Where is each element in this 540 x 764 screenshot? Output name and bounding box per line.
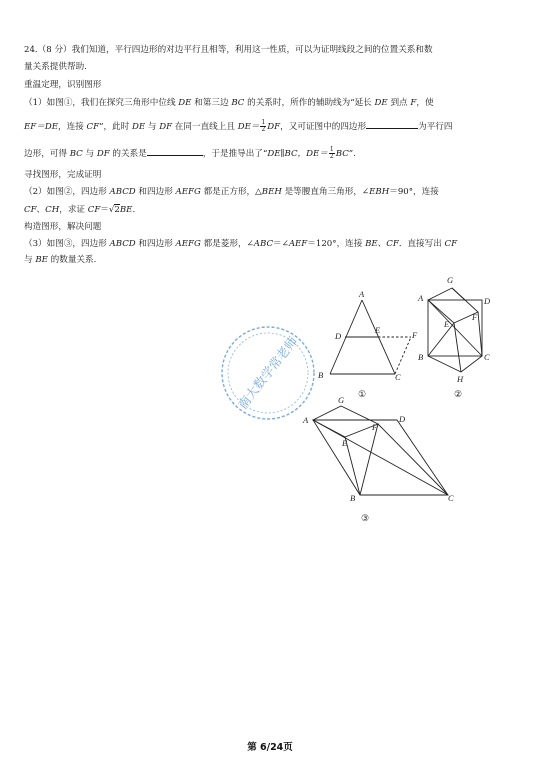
page-footer: 第 6/24页 xyxy=(247,742,293,753)
figure-3 xyxy=(313,406,448,495)
fig2-label-b: B xyxy=(418,352,424,362)
fig1-caption: ① xyxy=(358,389,367,399)
fig2-edge-bh xyxy=(428,356,461,372)
fig3-label-d: D xyxy=(399,414,406,424)
fig1-label-e: E xyxy=(375,325,381,335)
watermark-stamp xyxy=(222,327,314,419)
fig2-label-h: H xyxy=(457,374,464,384)
fig3-diagonal xyxy=(313,420,448,495)
fraction-half-2: $\frac{1}{2}$ xyxy=(329,146,334,160)
fig3-segment-be xyxy=(345,437,360,495)
fig2-square-aefg xyxy=(428,288,478,323)
fig2-label-f: F xyxy=(472,312,478,322)
fig2-label-d: D xyxy=(484,296,491,306)
fig3-label-g: G xyxy=(338,395,345,405)
figure-2 xyxy=(428,288,482,372)
sqrt-symbol: √ xyxy=(108,205,115,215)
fig1-label-a: A xyxy=(359,289,365,299)
fig1-label-b: B xyxy=(318,370,324,380)
fig1-label-f: F xyxy=(412,330,418,340)
part2-line-1: （2）如图②，四边形 ABCD 和四边形 AEFG 都是正方形，△BEH 是等腰直角三角形，∠EBH＝90°，连接 xyxy=(24,187,439,197)
fig2-label-e: E xyxy=(444,319,450,329)
fig2-edge-be xyxy=(428,323,454,356)
fig3-rhombus-aefg xyxy=(313,406,378,437)
fig3-label-e: E xyxy=(342,438,348,448)
fig2-label-a: A xyxy=(418,293,424,303)
section-heading-2: 寻找图形，完成证明 xyxy=(24,170,102,180)
section-heading-3: 构造图形，解决问题 xyxy=(24,222,102,232)
fig2-caption: ② xyxy=(454,389,463,399)
part3-line-1: （3）如图③，四边形 ABCD 和四边形 AEFG 都是菱形，∠ABC＝∠AEF＝120°，连接 BE、CF．直接写出 CF xyxy=(24,239,458,249)
part1-line-1: （1）如图①，我们在探究三角形中位线 DE 和第三边 BC 的关系时，所作的辅助线为“延长 DE 到点 F，使 xyxy=(24,98,434,108)
section-heading-1: 重温定理，识别图形 xyxy=(24,80,102,90)
fig3-label-a: A xyxy=(303,415,309,425)
part2-line-2: CF、CH，求证 CF＝√2BE. xyxy=(24,205,136,215)
fig3-label-f: F xyxy=(372,422,378,432)
fig3-segment-fb xyxy=(360,424,378,495)
fig1-label-c: C xyxy=(395,372,401,382)
fig1-segment-cf xyxy=(395,337,411,374)
problem-intro-cont: 量关系提供帮助. xyxy=(24,62,87,72)
part3-line-2: 与 BE 的数量关系. xyxy=(24,255,97,265)
fig2-label-g: G xyxy=(447,275,454,285)
figure-1 xyxy=(330,300,411,374)
fraction-half: $\frac{1}{2}$ xyxy=(261,119,266,133)
fig2-label-c: C xyxy=(484,352,490,362)
fig3-caption: ③ xyxy=(361,513,370,523)
part1-line-3: 边形，可得 BC 与 DF 的关系是 ，于是推导出了“DE∥BC，DE＝ $\frac{1}{2}$ BC”. xyxy=(24,146,356,160)
watermark-text: 南大数学常老师 xyxy=(234,333,301,412)
fig1-label-d: D xyxy=(335,331,342,341)
fig3-label-b: B xyxy=(350,493,356,503)
part1-line-2: EF＝DE，连接 CF”，此时 DE 与 DF 在同一直线上且 DE＝ $\frac{1}{2}$ DF，又可证图中的四边形 为平行四 xyxy=(24,119,453,133)
fig2-edge-gf-top xyxy=(452,288,465,300)
fig3-label-c: C xyxy=(448,493,454,503)
fig2-edge-ch xyxy=(461,356,482,372)
fig3-segment-cf xyxy=(378,424,448,495)
fig2-edge-cf xyxy=(478,312,482,356)
problem-intro: 24.（8 分）我们知道，平行四边形的对边平行且相等，利用这一性质，可以为证明线段之间的位置关系和数 xyxy=(24,45,433,55)
